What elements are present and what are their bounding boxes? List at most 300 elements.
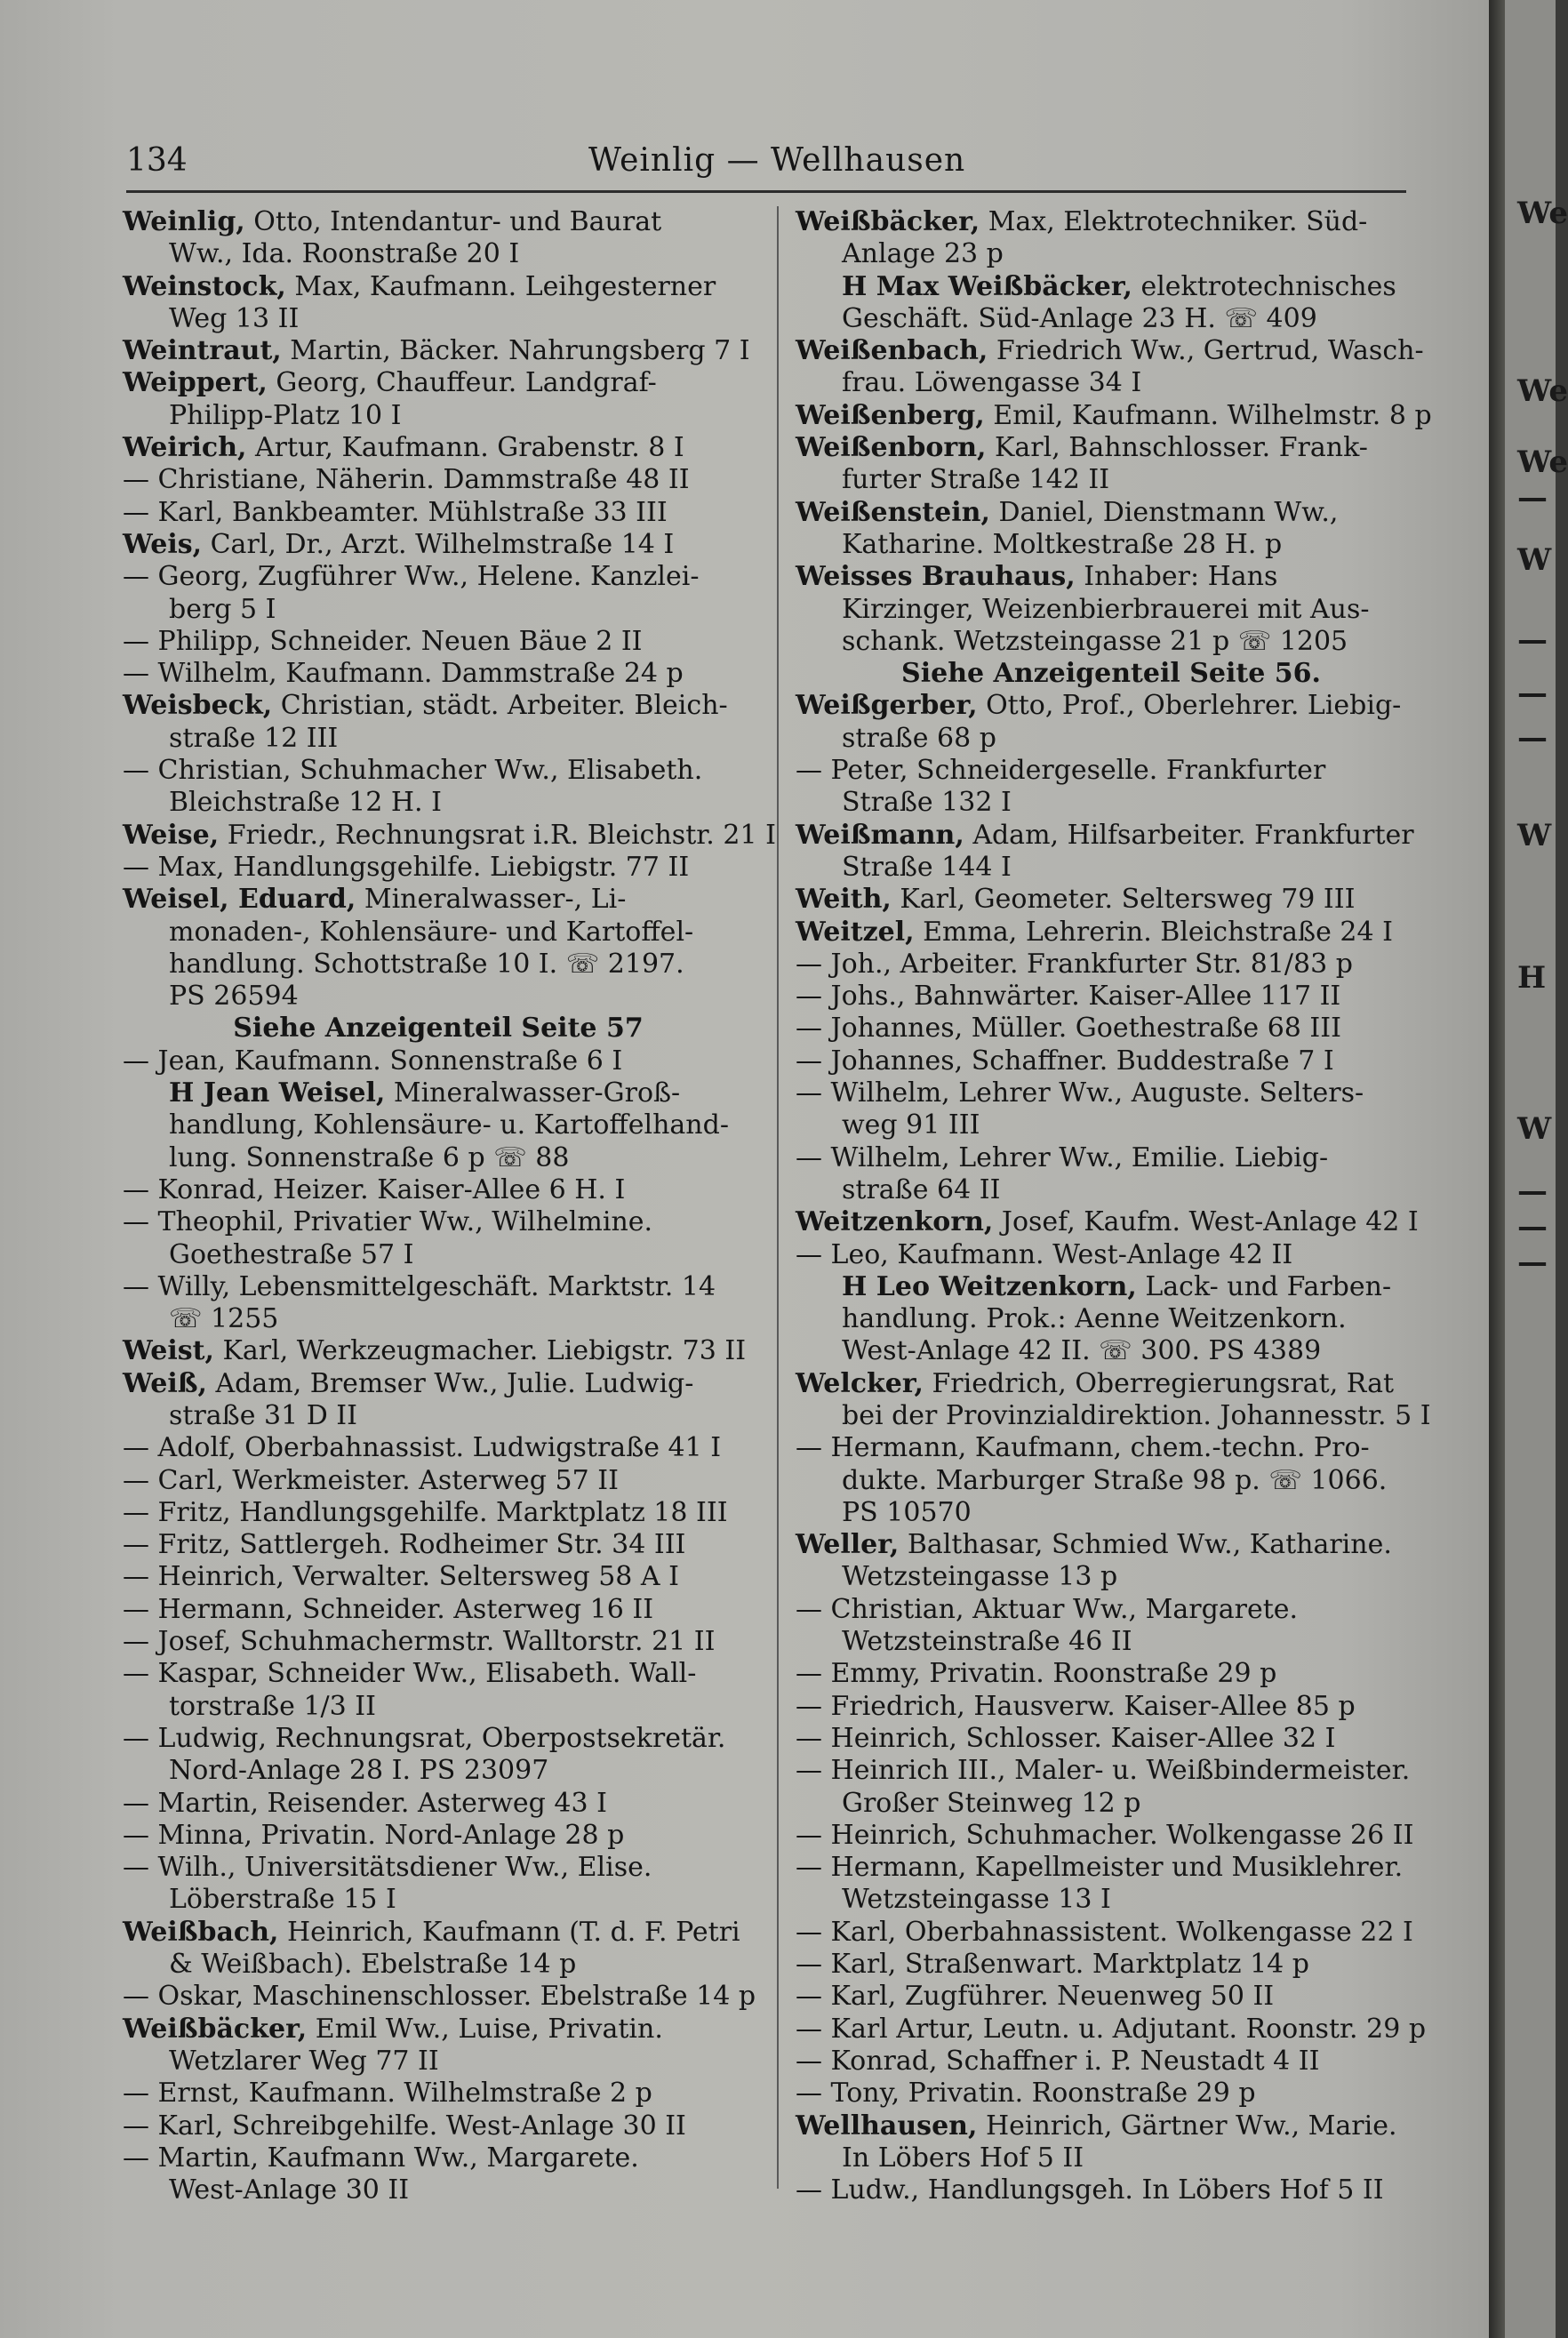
entry-text: Adam, Hilfsarbeiter. Frankfurter xyxy=(964,819,1414,851)
directory-line xyxy=(796,755,1427,787)
entry-text: Balthasar, Schmied Ww., Katharine. xyxy=(899,1529,1392,1561)
entry-text: dukte. Marburger Straße 98 p. ☏ 1066. xyxy=(842,1464,1388,1496)
directory-line xyxy=(123,1755,754,1787)
directory-line xyxy=(796,2110,1427,2142)
directory-line xyxy=(123,1723,754,1755)
directory-line xyxy=(796,1658,1427,1690)
directory-line xyxy=(796,1529,1427,1561)
directory-line xyxy=(123,1077,754,1109)
entry-name: Weißbäcker, xyxy=(796,206,980,237)
directory-line xyxy=(796,303,1427,335)
entry-text: Löberstraße 15 I xyxy=(169,1884,396,1916)
next-page-fragment: We xyxy=(1517,373,1568,409)
directory-line xyxy=(796,561,1427,593)
entry-name: H Jean Weisel, xyxy=(169,1077,386,1109)
directory-line xyxy=(123,1626,754,1658)
directory-line xyxy=(123,1658,754,1690)
directory-line xyxy=(796,1981,1427,2013)
entry-text: monaden-, Kohlensäure- und Kartoffel- xyxy=(169,916,694,948)
entry-text: Friedrich, Oberregierungsrat, Rat xyxy=(923,1367,1395,1399)
directory-line xyxy=(123,561,754,593)
entry-text: — Ernst, Kaufmann. Wilhelmstraße 2 p xyxy=(123,2078,652,2110)
directory-line xyxy=(123,2142,754,2174)
entry-name: Weirich, xyxy=(123,432,247,464)
entry-text: — Christiane, Näherin. Dammstraße 48 II xyxy=(123,464,690,496)
entry-text: Weg 13 II xyxy=(169,302,300,334)
directory-line xyxy=(796,399,1432,432)
entry-name: Wellhausen, xyxy=(796,2110,978,2142)
next-page-fragment: — xyxy=(1517,1173,1548,1209)
next-page-fragment: H xyxy=(1517,960,1547,996)
entry-text: Emil, Kaufmann. Wilhelmstr. 8 p xyxy=(984,399,1432,431)
directory-line xyxy=(123,1174,754,1206)
entry-name: Weisbeck, xyxy=(123,690,273,722)
entry-text: Siehe Anzeigenteil Seite 56. xyxy=(901,658,1321,690)
entry-text: — Karl, Schreibgehilfe. West-Anlage 30 II xyxy=(123,2110,686,2142)
directory-line xyxy=(796,206,1427,238)
entry-name: Weist, xyxy=(123,1335,214,1367)
entry-text: Wetzsteinstraße 46 II xyxy=(842,1626,1132,1658)
directory-line xyxy=(796,335,1427,367)
directory-line xyxy=(796,1788,1427,1820)
directory-line xyxy=(123,949,754,981)
directory-line xyxy=(796,2046,1427,2078)
entry-text: In Löbers Hof 5 II xyxy=(842,2142,1084,2174)
page-number: 134 xyxy=(126,142,188,179)
entry-text: straße 12 III xyxy=(169,722,339,754)
entry-text: Nord-Anlage 28 I. PS 23097 xyxy=(169,1755,549,1787)
entry-text: Kirzinger, Weizenbierbrauerei mit Aus- xyxy=(842,593,1370,625)
entry-text: PS 26594 xyxy=(169,981,299,1013)
directory-line xyxy=(123,1917,754,1949)
next-page-fragment: — xyxy=(1517,720,1548,756)
directory-line xyxy=(796,2014,1427,2046)
entry-name: Weinstock, xyxy=(123,270,286,302)
entry-text: elektrotechnisches xyxy=(1132,270,1396,302)
directory-line xyxy=(123,1594,754,1626)
next-page-fragment: — xyxy=(1517,622,1548,658)
directory-line xyxy=(796,432,1427,464)
entry-text: — Fritz, Sattlergeh. Rodheimer Str. 34 III xyxy=(123,1529,686,1561)
directory-line xyxy=(123,238,754,270)
left-column xyxy=(123,206,776,2206)
directory-line xyxy=(123,2110,754,2142)
directory-line xyxy=(796,626,1427,658)
entry-text: Anlage 23 p xyxy=(842,238,1004,270)
entry-text: — Georg, Zugführer Ww., Helene. Kanzlei- xyxy=(123,561,700,593)
directory-line xyxy=(123,1368,754,1400)
entry-text: Inhaber: Hans xyxy=(1075,561,1278,593)
entry-text: Goethestraße 57 I xyxy=(169,1238,414,1270)
entry-text: PS 10570 xyxy=(842,1496,972,1528)
directory-line xyxy=(123,1820,754,1852)
directory-line xyxy=(123,206,754,238)
entry-text: handlung. Schottstraße 10 I. ☏ 2197. xyxy=(169,948,684,980)
directory-line xyxy=(796,1691,1427,1723)
entry-text: Mineralwasser-, Li- xyxy=(356,884,627,916)
directory-line xyxy=(796,820,1427,852)
book-spine xyxy=(1489,0,1505,2338)
entry-text: — Josef, Schuhmachermstr. Walltorstr. 21 II xyxy=(123,1626,716,1658)
entry-name: Weißenstein, xyxy=(796,496,990,528)
entry-text: Josef, Kaufm. West-Anlage 42 I xyxy=(993,1206,1419,1238)
entry-text: — Martin, Reisender. Asterweg 43 I xyxy=(123,1787,607,1819)
directory-line xyxy=(123,884,754,916)
directory-line xyxy=(123,1561,754,1593)
entry-name: Weintraut, xyxy=(123,335,282,367)
directory-line xyxy=(123,658,754,690)
entry-text: Otto, Prof., Oberlehrer. Liebig- xyxy=(977,690,1402,722)
entry-text: ☏ 1255 xyxy=(169,1303,279,1335)
entry-text: — Ludw., Handlungsgeh. In Löbers Hof 5 II xyxy=(796,2174,1384,2206)
entry-text: handlung. Prok.: Aenne Weitzenkorn. xyxy=(842,1303,1347,1335)
directory-line xyxy=(796,852,1427,884)
directory-line xyxy=(123,1335,754,1367)
entry-text: — Christian, Schuhmacher Ww., Elisabeth. xyxy=(123,755,703,787)
entry-text: Heinrich, Gärtner Ww., Marie. xyxy=(977,2110,1397,2142)
entry-text: — Max, Handlungsgehilfe. Liebigstr. 77 II xyxy=(123,851,690,883)
directory-line xyxy=(123,981,754,1013)
entry-text: Otto, Intendantur- und Baurat xyxy=(244,206,662,237)
entry-name: Weller, xyxy=(796,1529,900,1561)
directory-line xyxy=(123,1432,754,1464)
entry-text: — Wilhelm, Lehrer Ww., Auguste. Selters- xyxy=(796,1077,1364,1109)
entry-text: Heinrich, Kaufmann (T. d. F. Petri xyxy=(278,1916,740,1948)
directory-line xyxy=(123,1239,754,1271)
directory-line xyxy=(796,1206,1427,1238)
entry-text: — Martin, Kaufmann Ww., Margarete. xyxy=(123,2142,639,2174)
next-page-fragment: — xyxy=(1517,676,1548,711)
entry-text: weg 91 III xyxy=(842,1109,980,1141)
directory-line xyxy=(796,464,1427,496)
column-divider xyxy=(777,206,779,2189)
directory-line xyxy=(123,1788,754,1820)
entry-name: Weinlig, xyxy=(123,206,245,237)
entry-text: Emil Ww., Luise, Privatin. xyxy=(307,2013,663,2045)
entry-text: & Weißbach). Ebelstraße 14 p xyxy=(169,1949,577,1981)
entry-text: straße 31 D II xyxy=(169,1399,358,1431)
directory-line xyxy=(123,464,754,496)
directory-line xyxy=(796,723,1427,755)
entry-name: Welcker, xyxy=(796,1367,924,1399)
directory-line xyxy=(796,690,1427,722)
entry-text: — Johannes, Müller. Goethestraße 68 III xyxy=(796,1013,1341,1045)
directory-line xyxy=(123,690,754,722)
entry-text: — Christian, Aktuar Ww., Margarete. xyxy=(796,1593,1299,1625)
next-page-edge xyxy=(1505,0,1568,2338)
entry-text: torstraße 1/3 II xyxy=(169,1690,376,1722)
directory-line xyxy=(796,981,1427,1013)
directory-line xyxy=(796,1465,1427,1497)
entry-text: schank. Wetzsteingasse 21 p ☏ 1205 xyxy=(842,625,1348,657)
entry-name: Weißenbach, xyxy=(796,335,988,367)
directory-line xyxy=(123,1142,754,1174)
entry-text: bei der Provinzialdirektion. Johannesstr. 5 I xyxy=(842,1399,1431,1431)
next-page-fragment: We xyxy=(1517,196,1568,231)
directory-line xyxy=(123,1045,754,1077)
directory-line xyxy=(796,917,1427,949)
entry-text: furter Straße 142 II xyxy=(842,464,1110,496)
entry-name: Weitzel, xyxy=(796,916,915,948)
next-page-fragment: W xyxy=(1517,1111,1552,1147)
directory-line xyxy=(796,1239,1427,1271)
directory-line xyxy=(123,2174,754,2206)
directory-line xyxy=(796,1820,1427,1852)
entry-text: Wetzsteingasse 13 p xyxy=(842,1561,1118,1593)
entry-text: Christian, städt. Arbeiter. Bleich- xyxy=(272,690,728,722)
directory-line xyxy=(796,1852,1427,1884)
entry-text: — Konrad, Heizer. Kaiser-Allee 6 H. I xyxy=(123,1173,626,1205)
entry-text: straße 64 II xyxy=(842,1173,1001,1205)
entry-text: — Konrad, Schaffner i. P. Neustadt 4 II xyxy=(796,2045,1320,2077)
directory-line xyxy=(796,1045,1427,1077)
entry-name: Weißbach, xyxy=(123,1916,279,1948)
directory-line xyxy=(123,852,754,884)
right-column xyxy=(796,206,1432,2206)
entry-text: Mineralwasser-Groß- xyxy=(385,1077,681,1109)
directory-line xyxy=(796,1399,1431,1432)
entry-text: Max, Elektrotechniker. Süd- xyxy=(980,206,1368,237)
entry-name: H Leo Weitzenkorn, xyxy=(842,1270,1137,1302)
directory-line xyxy=(796,594,1427,626)
directory-line xyxy=(796,949,1427,981)
directory-line xyxy=(796,1335,1427,1367)
entry-text: Siehe Anzeigenteil Seite 57 xyxy=(233,1013,644,1045)
entry-text: Katharine. Moltkestraße 28 H. p xyxy=(842,528,1283,560)
entry-text: Daniel, Dienstmann Ww., xyxy=(989,496,1339,528)
entry-text: — Karl Artur, Leutn. u. Adjutant. Roonstr. 29 p xyxy=(796,2013,1427,2045)
entry-text: Max, Kaufmann. Leihgesterner xyxy=(285,270,716,302)
entry-text: — Theophil, Privatier Ww., Wilhelmine. xyxy=(123,1206,653,1238)
entry-text: — Carl, Werkmeister. Asterweg 57 II xyxy=(123,1464,619,1496)
directory-line xyxy=(796,787,1427,819)
entry-text: — Willy, Lebensmittelgeschäft. Marktstr. 14 xyxy=(123,1270,716,1302)
directory-line xyxy=(123,497,754,529)
directory-line xyxy=(796,1561,1427,1593)
directory-line xyxy=(796,658,1427,690)
entry-text: Karl, Geometer. Seltersweg 79 III xyxy=(891,884,1356,916)
directory-line xyxy=(123,2078,754,2110)
directory-line xyxy=(123,755,754,787)
entry-name: Weith, xyxy=(796,884,892,916)
entry-text: Straße 144 I xyxy=(842,851,1012,883)
directory-line xyxy=(123,432,754,464)
directory-line xyxy=(123,1949,754,1981)
directory-line xyxy=(796,1142,1427,1174)
entry-text: — Wilhelm, Kaufmann. Dammstraße 24 p xyxy=(123,658,684,690)
directory-line xyxy=(796,2174,1427,2206)
directory-line xyxy=(123,1465,754,1497)
entry-text: — Joh., Arbeiter. Frankfurter Str. 81/83 p xyxy=(796,948,1353,980)
directory-line xyxy=(796,2142,1427,2174)
entry-name: Weißgerber, xyxy=(796,690,978,722)
directory-line xyxy=(796,1368,1427,1400)
entry-text: Wetzlarer Weg 77 II xyxy=(169,2045,439,2077)
page-header xyxy=(126,142,1406,188)
entry-text: — Karl, Straßenwart. Marktplatz 14 p xyxy=(796,1949,1309,1981)
directory-line xyxy=(796,1109,1427,1141)
directory-line xyxy=(123,723,754,755)
entry-text: Karl, Bahnschlosser. Frank- xyxy=(986,432,1368,464)
directory-line xyxy=(796,367,1427,399)
directory-line xyxy=(796,1917,1427,1949)
entry-text: Martin, Bäcker. Nahrungsberg 7 I xyxy=(281,335,750,367)
entry-text: — Johannes, Schaffner. Buddestraße 7 I xyxy=(796,1045,1334,1077)
directory-line xyxy=(123,626,754,658)
entry-text: West-Anlage 42 II. ☏ 300. PS 4389 xyxy=(842,1335,1322,1367)
entry-text: — Peter, Schneidergeselle. Frankfurter xyxy=(796,755,1326,787)
directory-line xyxy=(123,1400,754,1432)
directory-line xyxy=(123,400,754,432)
directory-line xyxy=(796,1013,1427,1045)
directory-line xyxy=(123,1884,754,1916)
directory-line xyxy=(796,884,1427,916)
directory-line xyxy=(123,335,754,367)
entry-text: Lack- und Farben- xyxy=(1136,1270,1392,1302)
directory-line xyxy=(123,917,754,949)
entry-name: Weißenborn, xyxy=(796,432,987,464)
entry-name: Weisel, Eduard, xyxy=(123,884,356,916)
entry-text: — Heinrich, Schlosser. Kaiser-Allee 32 I xyxy=(796,1722,1336,1754)
directory-line xyxy=(123,1529,754,1561)
entry-text: Geschäft. Süd-Anlage 23 H. ☏ 409 xyxy=(842,302,1317,334)
entry-text: Artur, Kaufmann. Grabenstr. 8 I xyxy=(246,432,684,464)
next-page-fragment: — xyxy=(1517,1209,1548,1245)
directory-line xyxy=(796,1174,1427,1206)
directory-line xyxy=(796,271,1427,303)
directory-line xyxy=(123,787,754,819)
entry-text: — Hermann, Kapellmeister und Musiklehrer. xyxy=(796,1852,1404,1884)
entry-name: H Max Weißbäcker, xyxy=(842,270,1132,302)
directory-line xyxy=(796,529,1427,561)
directory-line xyxy=(123,1303,754,1335)
entry-text: — Karl, Zugführer. Neuenweg 50 II xyxy=(796,1981,1275,2013)
directory-line xyxy=(123,1981,754,2013)
entry-text: — Leo, Kaufmann. West-Anlage 42 II xyxy=(796,1238,1293,1270)
directory-line xyxy=(796,497,1427,529)
entry-text: — Hermann, Schneider. Asterweg 16 II xyxy=(123,1593,654,1625)
entry-text: — Philipp, Schneider. Neuen Bäue 2 II xyxy=(123,625,643,657)
directory-line xyxy=(796,1432,1427,1464)
entry-text: — Johs., Bahnwärter. Kaiser-Allee 117 II xyxy=(796,981,1341,1013)
directory-line xyxy=(123,271,754,303)
entry-text: — Minna, Privatin. Nord-Anlage 28 p xyxy=(123,1819,625,1851)
entry-text: — Ludwig, Rechnungsrat, Oberpostsekretär. xyxy=(123,1722,726,1754)
directory-line xyxy=(796,1949,1427,1981)
entry-name: Weißmann, xyxy=(796,819,964,851)
directory-line xyxy=(123,2046,754,2078)
entry-text: — Oskar, Maschinenschlosser. Ebelstraße 14 p xyxy=(123,1981,756,2013)
directory-line xyxy=(796,1626,1427,1658)
entry-text: berg 5 I xyxy=(169,593,276,625)
entry-text: — Wilhelm, Lehrer Ww., Emilie. Liebig- xyxy=(796,1141,1329,1173)
directory-line xyxy=(796,2078,1427,2110)
directory-line xyxy=(123,594,754,626)
entry-text: — Friedrich, Hausverw. Kaiser-Allee 85 p xyxy=(796,1690,1356,1722)
entry-text: West-Anlage 30 II xyxy=(169,2174,410,2206)
entry-name: Weisses Brauhaus, xyxy=(796,561,1076,593)
entry-text: straße 68 p xyxy=(842,722,996,754)
entry-text: Ww., Ida. Roonstraße 20 I xyxy=(169,238,520,270)
next-page-fragment: We xyxy=(1517,444,1568,480)
directory-line xyxy=(123,1271,754,1303)
entry-text: Carl, Dr., Arzt. Wilhelmstraße 14 I xyxy=(202,528,675,560)
directory-line xyxy=(796,238,1427,270)
directory-line xyxy=(123,529,754,561)
entry-text: Straße 132 I xyxy=(842,787,1012,819)
entry-text: lung. Sonnenstraße 6 p ☏ 88 xyxy=(169,1141,570,1173)
header-rule xyxy=(126,190,1406,193)
directory-line xyxy=(796,1594,1427,1626)
entry-text: — Wilh., Universitätsdiener Ww., Elise. xyxy=(123,1852,652,1884)
directory-line xyxy=(123,1013,754,1045)
directory-line xyxy=(796,1077,1427,1109)
entry-text: handlung, Kohlensäure- u. Kartoffelhand- xyxy=(169,1109,729,1141)
directory-line xyxy=(123,1497,754,1529)
directory-line xyxy=(123,819,776,852)
entry-text: Bleichstraße 12 H. I xyxy=(169,787,442,819)
entry-name: Weißenberg, xyxy=(796,399,985,431)
directory-line xyxy=(123,303,754,335)
entry-text: Karl, Werkzeugmacher. Liebigstr. 73 II xyxy=(213,1335,747,1367)
entry-name: Weis, xyxy=(123,528,203,560)
directory-line xyxy=(796,1755,1427,1787)
entry-text: — Karl, Bankbeamter. Mühlstraße 33 III xyxy=(123,496,668,528)
entry-name: Weippert, xyxy=(123,367,268,399)
directory-line xyxy=(123,1691,754,1723)
next-page-fragment: — xyxy=(1517,1245,1548,1280)
entry-text: — Heinrich, Verwalter. Seltersweg 58 A I xyxy=(123,1561,679,1593)
directory-line xyxy=(123,1852,754,1884)
entry-name: Weise, xyxy=(123,819,220,851)
entry-text: Adam, Bremser Ww., Julie. Ludwig- xyxy=(206,1367,694,1399)
directory-line xyxy=(796,1884,1427,1916)
directory-line xyxy=(123,1206,754,1238)
entry-text: — Jean, Kaufmann. Sonnenstraße 6 I xyxy=(123,1045,623,1077)
entry-text: — Karl, Oberbahnassistent. Wolkengasse 22 I xyxy=(796,1916,1413,1948)
entry-text: — Fritz, Handlungsgehilfe. Marktplatz 18 III xyxy=(123,1496,728,1528)
directory-line xyxy=(796,1271,1427,1303)
entry-text: — Hermann, Kaufmann, chem.-techn. Pro- xyxy=(796,1432,1370,1464)
entry-text: Georg, Chauffeur. Landgraf- xyxy=(267,367,657,399)
next-page-fragment: W xyxy=(1517,818,1552,853)
directory-line xyxy=(123,367,754,399)
entry-text: Friedrich Ww., Gertrud, Wasch- xyxy=(988,335,1424,367)
running-head: Weinlig — Wellhausen xyxy=(588,142,966,179)
next-page-fragment: — xyxy=(1517,480,1548,516)
entry-name: Weiß, xyxy=(123,1367,207,1399)
entry-text: — Adolf, Oberbahnassist. Ludwigstraße 41 I xyxy=(123,1432,722,1464)
entry-name: Weitzenkorn, xyxy=(796,1206,994,1238)
directory-line xyxy=(796,1497,1427,1529)
entry-text: Philipp-Platz 10 I xyxy=(169,399,402,431)
next-page-fragment: W xyxy=(1517,542,1552,578)
entry-text: — Tony, Privatin. Roonstraße 29 p xyxy=(796,2078,1256,2110)
entry-text: Friedr., Rechnungsrat i.R. Bleichstr. 21 I xyxy=(219,819,776,851)
entry-text: — Heinrich III., Maler- u. Weißbindermeister. xyxy=(796,1755,1411,1787)
entry-text: — Heinrich, Schuhmacher. Wolkengasse 26 II xyxy=(796,1819,1414,1851)
entry-text: — Kaspar, Schneider Ww., Elisabeth. Wall- xyxy=(123,1658,697,1690)
directory-line xyxy=(796,1303,1427,1335)
entry-text: Emma, Lehrerin. Bleichstraße 24 I xyxy=(914,916,1393,948)
entry-text: — Emmy, Privatin. Roonstraße 29 p xyxy=(796,1658,1277,1690)
directory-line xyxy=(123,2014,754,2046)
directory-line xyxy=(796,1723,1427,1755)
entry-text: Wetzsteingasse 13 I xyxy=(842,1884,1111,1916)
entry-text: frau. Löwengasse 34 I xyxy=(842,367,1142,399)
entry-text: Großer Steinweg 12 p xyxy=(842,1787,1141,1819)
directory-line xyxy=(123,1109,754,1141)
